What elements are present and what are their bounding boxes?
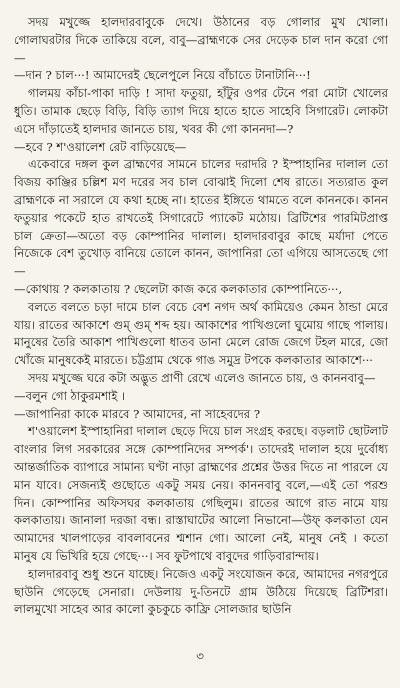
dialogue-line: —কোথায় ? কলকাতায় ? ছেলেটা কাজ করে কলকাতার কোম্পানিতে···, <box>14 281 343 296</box>
paragraph: সদয় মখুজ্জে হালদারবাবুকে দেখে। উঠানের বড় গোলার মুখ খোলা। গোলাঘরটার দিকে তাকিয়ে বলে, বাবু—ব্রাহ্মণকে সের দেড়েক চাল দান করো গো— <box>14 15 388 65</box>
paragraph: হালদারবাবু শুধু শুনে যাচ্ছে। নিজেও একটু সংযোজন করে, আমাদের নগরপুরে ছাউনি গেড়েছে সেনারা। দেউলায় দু-তিনটে গ্রাম উঠিয়ে দিয়েছে ব্রিটিশরা। লালমুখো সাহেব আর কালো কুচকুচে কাফ্রি সোলজার ছাউনি <box>14 566 388 617</box>
paragraph: বলতে বলতে চড়া দামে চাল বেচে বেশ নগদ অর্থ কামিয়েও কেমন ঠান্ডা মেরে যায়। রাতের আকাশে গুম্‌ গুম্‌ শব্দ হয়। আকাশের পাখিগুলো ঘুমোয় গাছে পালায়। মানুষের তৈরি আকাশ পাখিগুলো ধাতব ডানা মেলে রোজ জেগে টহল মারে, জো খোঁজে মানুষকেই মারতে। চট্টগ্রাম থেকে গাঙ সমুদ্র টপকে কলকাতার আকাশে··· <box>14 299 388 368</box>
page-number: ৩ <box>196 649 204 663</box>
dialogue-line: —দান ? চাল···! আমাদেরই ছেলেপুলে নিয়ে বাঁচাতে টানাটানি···! <box>14 68 311 83</box>
paragraph: সদয় মখুজ্জে ঘরে কটা অদ্ভুত প্রাণী রেখে এলেও জানতে চায়, ও কাননবাবু— <box>28 370 376 385</box>
dialogue-line: —হবে ? শ'ওয়ালেশ রেট বাড়িয়েছে— <box>14 139 187 154</box>
paragraph: একেবারে দঙ্গল কুল ব্রাহ্মণের সামনে চালের দরাদরি ? ইস্পাহানির দালাল তো বিজয় কাঞ্জির চল্লিশ মণ দরের সব চাল বোঝাই দিলো শেষ রাতে। সত্যরাত কুল ব্রাহ্মণকে না সরালে যে কথা হচ্ছে না। হাতের ইঙ্গিতে থামতে বলে কাননকে। কানন ফতুয়ার পকেটে হাত রাখতেই সিগারেটে প্যাকেট মঠোয়। ব্রিটিশের পারমিটপ্রাপ্ত চাল ক্রেতা—অতো বড় কোম্পানির দালাল। হালদারবাবুর কাছে মর্যাদা পেতে নিজেকে বেশ তুখোড় বানিয়ে তোলে কানন, জাপানিরা তো এগিয়ে আসতেছে গো— <box>14 157 388 279</box>
body-text <box>14 14 388 619</box>
paragraph: শ'ওয়ালেশ ইস্পাহানিরা দালাল ছেড়ে দিয়ে চাল সংগ্রহ করছে। বড়লাট ছোটলাট বাংলার লিগ সরকারের সঙ্গে কোম্পানিদের সম্পর্ক'। তাদেরই দালাল হয়ে দুর্বোধ্য আন্তর্জাতিক ব্যাপারে সামান্য ঘণ্টা নাড়া ব্রাহ্মণের প্রশ্নের উত্তর দিতে না পারলে যে মান যাবে। সেজন্যই গুছোতে একটু সময় নেয়। কাননবাবু বলে,—এই তো পরশু দিন। কোম্পানির অফিসঘর কলকাতায় গেছিলুম। রাতের আগে রাত নামে যায় কলকাতায়। জানালা দরজা বন্ধ। রাস্তাঘাটের আলো নিভানো—উফ্‌ কলকাতা যেন আমাদের খালপাড়ের বাবলাবনের শ্মশান গো। আলো নেই, মানুষ নেই । কতো মানুষ যে ভিখিরি হয়ে গেছে···। সব ফুটপাথে বাবুদের গাড়িবারান্দায়। <box>14 424 388 563</box>
dialogue-line: —বলুন গো ঠাকুরমশাই । <box>14 388 126 403</box>
dialogue-line: —জাপানিরা কাকে মারবে ? আমাদের, না সাহেবদের ? <box>14 406 261 421</box>
paragraph: গালময় কাঁচা-পাকা দাড়ি ! সাদা ফতুয়া, হাঁটুর ওপর টেনে পরা মোটা খোলের ধুতি। তামাক ছেড়ে বিড়ি, বিড়ি ত্যাগ দিয়ে হাতে হাতে সাহেবি সিগারেট। লোকটা এসে দাঁড়াতেই হালদার জানতে চায়, খবর কী গো কাননদা—? <box>14 86 388 136</box>
